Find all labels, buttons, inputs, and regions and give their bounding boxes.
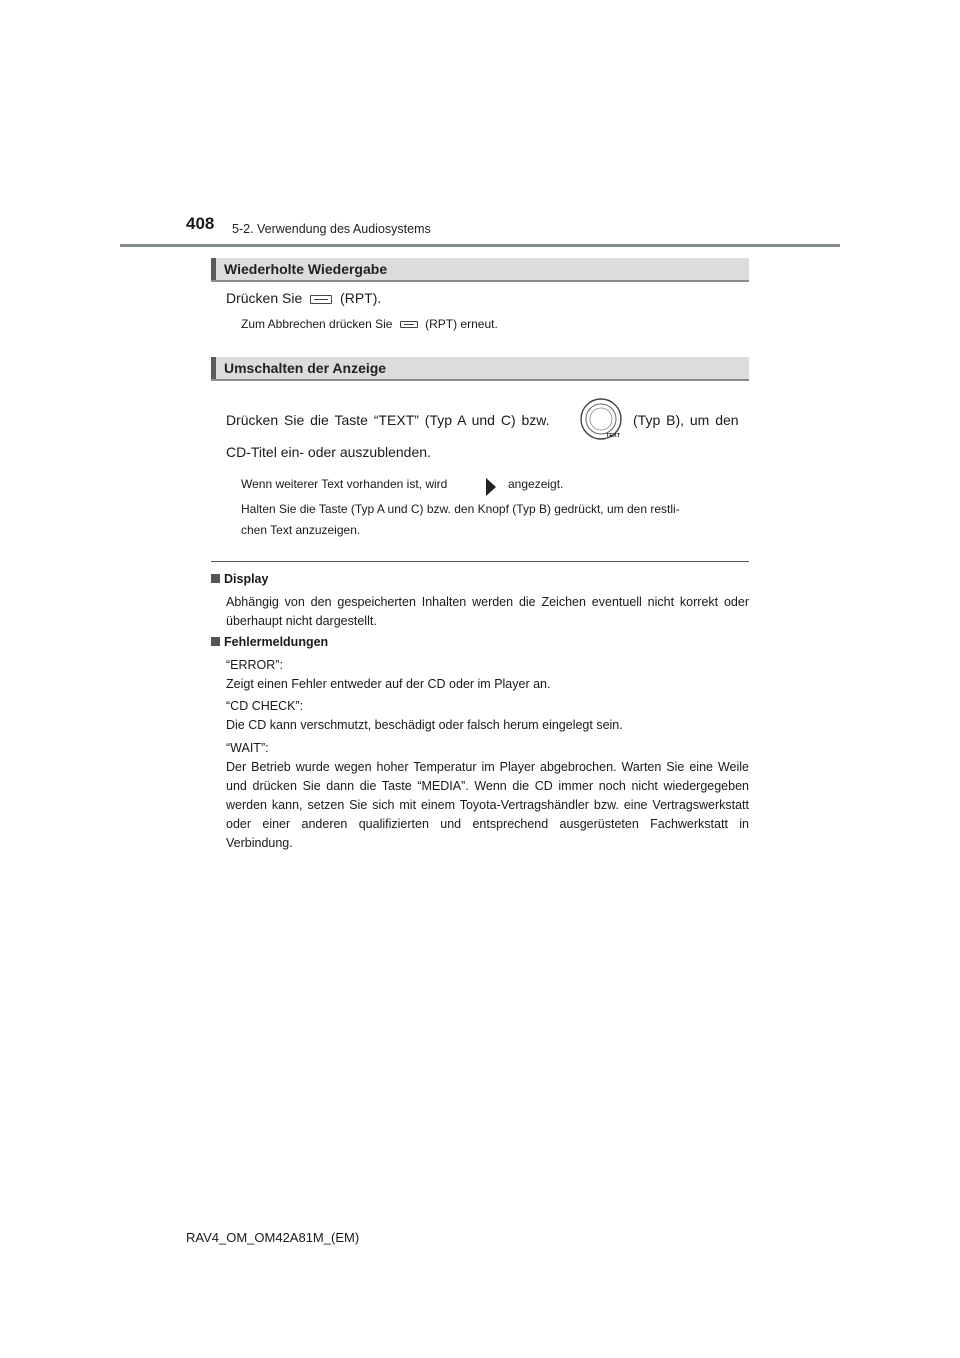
more-text-note-end: angezeigt. [508, 477, 564, 491]
error-item [226, 739, 749, 853]
page-number: 408 [186, 214, 215, 233]
section-heading-repeat [211, 258, 749, 282]
error-description: Die CD kann verschmutzt, beschädigt oder falsch herum eingelegt sein. [226, 718, 623, 732]
section-accent [211, 357, 216, 379]
display-instruction-line1: Drücken Sie die Taste “TEXT” (Typ A und C) bzw. [226, 412, 550, 428]
header-rule [120, 244, 840, 247]
section-accent [211, 258, 216, 280]
section-title: Wiederholte Wiedergabe [224, 261, 388, 277]
hold-note-line2: chen Text anzuzeigen. [241, 523, 361, 537]
display-instruction-line1-end: (Typ B), um den [633, 412, 739, 428]
play-arrow-icon [486, 478, 496, 496]
hold-note-line1: Halten Sie die Taste (Typ A und C) bzw. den Knopf (Typ B) gedrückt, um den restli- [241, 502, 680, 516]
rpt-button-icon [310, 295, 332, 304]
note-display-body: Abhängig von den gespeicherten Inhalten werden die Zeichen eventuell nicht korrekt oder überhaupt nicht dargestellt. [226, 595, 749, 628]
rpt-button-icon [400, 321, 418, 328]
hold-note [241, 499, 749, 541]
error-description: Der Betrieb wurde wegen hoher Temperatur im Player abgebrochen. Warten Sie eine Weile und drücken Sie dann die Taste “MEDIA”. Wenn die CD immer noch nicht wiedergegeben werden kann, setzen Sie sich mit einem Toyota-Vertragshändler bzw. eine Vertragswerkstatt oder einer anderen qualifizierten und entsprechend ausgerüsteten Fachwerkstatt in Verbindung. [226, 760, 749, 850]
error-item [226, 656, 749, 694]
note-heading-text: Display [224, 572, 269, 586]
square-bullet-icon [211, 574, 220, 583]
chapter-title: 5-2. Verwendung des Audiosystems [232, 222, 431, 236]
note-heading-text: Fehlermeldungen [224, 635, 329, 649]
note-text: Zum Abbrechen drücken Sie [241, 317, 393, 331]
error-code: “ERROR”: [226, 658, 283, 672]
note-display-heading [211, 572, 268, 586]
square-bullet-icon [211, 637, 220, 646]
error-item [226, 697, 749, 735]
repeat-instruction [226, 290, 381, 306]
section-heading-display [211, 357, 749, 381]
instruction-text: (RPT). [340, 290, 382, 306]
display-instruction-line2: CD-Titel ein- oder auszublenden. [226, 444, 431, 460]
repeat-cancel-note [241, 317, 498, 331]
instruction-text: Drücken Sie [226, 290, 303, 306]
more-text-note-start: Wenn weiterer Text vorhanden ist, wird [241, 477, 448, 491]
note-text: (RPT) erneut. [425, 317, 498, 331]
document-code: RAV4_OM_OM42A81M_(EM) [186, 1230, 360, 1245]
error-description: Zeigt einen Fehler entweder auf der CD oder im Player an. [226, 677, 551, 691]
error-code: “CD CHECK”: [226, 699, 304, 713]
knob-label: TEXT [606, 433, 621, 439]
section-divider [211, 561, 749, 562]
note-errors-heading [211, 635, 328, 649]
section-title: Umschalten der Anzeige [224, 360, 387, 376]
error-code: “WAIT”: [226, 741, 269, 755]
